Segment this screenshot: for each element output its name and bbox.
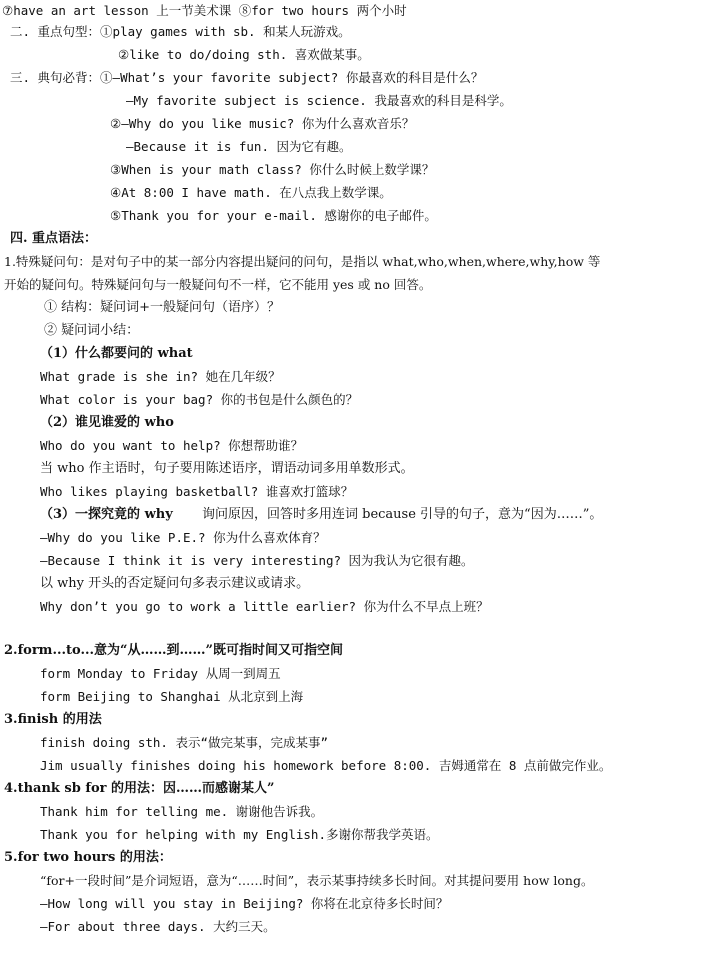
section-3-line-6: ④At 8:00 I have math. 在八点我上数学课。 xyxy=(110,185,392,200)
why-example-2: —Because I think it is very interesting? 因为我认为它很有趣。 xyxy=(40,553,474,568)
why-example-1: —Why do you like P.E.? 你为什么喜欢体育？ xyxy=(40,530,326,545)
what-example-2: What color is your bag? 你的书包是什么颜色的？ xyxy=(40,392,359,407)
grammar-2-example-2: form Beijing to Shanghai 从北京到上海 xyxy=(40,689,304,704)
section-3-line-1: 三. 典句必背：①—What’s your favorite subject? 你最喜欢的科目是什么？ xyxy=(10,70,484,85)
grammar-2-heading: 2.form...to...意为“从……到……”既可指时间又可指空间 xyxy=(4,643,343,658)
grammar-3-example-1: finish doing sth. 表示“做完某事，完成某事” xyxy=(40,735,329,750)
grammar-2-example-1: form Monday to Friday 从周一到周五 xyxy=(40,666,281,681)
grammar-4-example-1: Thank him for telling me. 谢谢他告诉我。 xyxy=(40,804,324,819)
section-3-line-3: ②—Why do you like music? 你为什么喜欢音乐？ xyxy=(110,116,415,131)
section-4-heading: 四. 重点语法： xyxy=(10,231,98,246)
who-heading: （2）谁见谁爱的 who xyxy=(40,415,174,430)
grammar-5-example-2: —For about three days. 大约三天。 xyxy=(40,919,276,934)
grammar-4-example-2: Thank you for helping with my English.多谢你帮我学英语。 xyxy=(40,827,439,842)
who-example-1: Who do you want to help? 你想帮助谁？ xyxy=(40,438,304,453)
question-word-summary: ② 疑问词小结： xyxy=(44,323,140,338)
who-note: 当 who 作主语时，句子要用陈述语序，谓语动词多用单数形式。 xyxy=(40,461,414,476)
why-heading: （3）一探究竟的 why xyxy=(40,507,173,522)
section-3-line-5: ③When is your math class? 你什么时候上数学课？ xyxy=(110,162,435,177)
section-3-line-2: —My favorite subject is science. 我最喜欢的科目是科学。 xyxy=(126,93,512,108)
grammar-5-example-1: —How long will you stay in Beijing? 你将在北京待多长时间？ xyxy=(40,896,449,911)
grammar-5-note: “for+一段时间”是介词短语，意为“……时间”，表示某事持续多长时间。对其提问要用 how long。 xyxy=(40,873,594,888)
why-example-3: Why don’t you go to work a little earlier? 你为什么不早点上班？ xyxy=(40,599,489,614)
who-example-2: Who likes playing basketball? 谁喜欢打篮球？ xyxy=(40,484,354,499)
what-heading: （1）什么都要问的 what xyxy=(40,346,193,361)
grammar-3-heading: 3.finish 的用法 xyxy=(4,712,102,727)
grammar-5-heading: 5.for two hours 的用法： xyxy=(4,850,172,865)
structure-line: ① 结构：疑问词+一般疑问句（语序）？ xyxy=(44,300,281,315)
section-2-line-1: 二. 重点句型：①play games with sb. 和某人玩游戏。 xyxy=(10,24,351,39)
grammar-1-line-2: 开始的疑问句。特殊疑问句与一般疑问句不一样，它不能用 yes 或 no 回答。 xyxy=(4,277,432,292)
what-example-1: What grade is she in? 她在几年级？ xyxy=(40,369,281,384)
grammar-3-example-2: Jim usually finishes doing his homework before 8:00. 吉姆通常在 8 点前做完作业。 xyxy=(40,758,612,773)
vocab-line-7-8: ⑦have an art lesson 上一节美术课 ⑧for two hours 两个小时 xyxy=(2,3,407,18)
why-note: 询问原因，回答时多用连词 because 引导的句子，意为“因为……”。 xyxy=(202,507,603,522)
section-3-line-7: ⑤Thank you for your e-mail. 感谢你的电子邮件。 xyxy=(110,208,437,223)
grammar-4-heading: 4.thank sb for 的用法：因……而感谢某人” xyxy=(4,781,275,796)
why-negative-note: 以 why 开头的否定疑问句多表示建议或请求。 xyxy=(40,576,310,591)
section-2-line-2: ②like to do/doing sth. 喜欢做某事。 xyxy=(118,47,370,62)
section-3-line-4: —Because it is fun. 因为它有趣。 xyxy=(126,139,352,154)
grammar-1-line-1: 1.特殊疑问句：是对句子中的某一部分内容提出疑问的问句，是指以 what,who,when,where,why,how 等 xyxy=(4,254,601,269)
